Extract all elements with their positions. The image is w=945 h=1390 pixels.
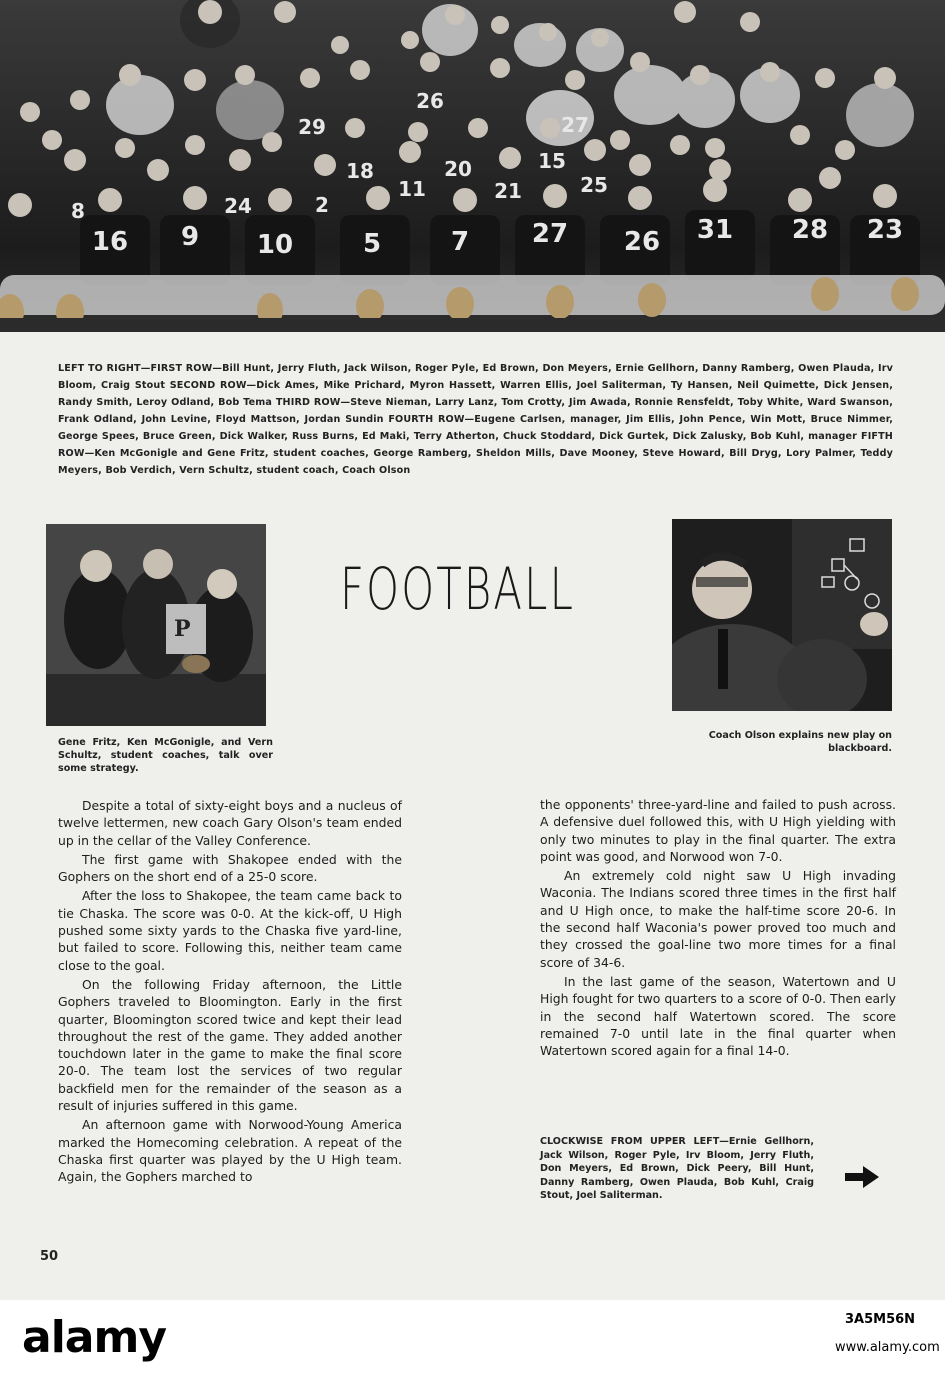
student-coaches-photo (46, 524, 266, 726)
article-left-column (58, 797, 402, 1188)
jersey-number: 9 (180, 222, 200, 252)
jersey-number: 24 (224, 194, 252, 218)
jersey-number: 7 (450, 227, 470, 257)
coach-caption: Coach Olson explains new play on blackboard. (708, 730, 892, 754)
student-coaches-caption: Gene Fritz, Ken McGonigle, and Vern Schultz, student coaches, talk over some strategy. (58, 737, 273, 774)
paragraph: The first game with Shakopee ended with the Gophers on the short end of a 25-0 score. (58, 851, 402, 885)
jersey-number: 28 (791, 215, 829, 245)
coach-photo-illustration (672, 519, 892, 711)
jersey-number: 26 (416, 89, 444, 113)
jersey-number: 20 (444, 157, 472, 181)
team-photo (0, 0, 945, 332)
student-coaches-photo-illustration (46, 524, 266, 726)
page-title: FOOTBALL (340, 555, 576, 623)
jersey-number: 8 (71, 199, 85, 223)
article-right-column (540, 796, 896, 1061)
image-id: 3A5M56N (845, 1312, 916, 1327)
watermark-footer (0, 1300, 945, 1390)
paragraph: Despite a total of sixty-eight boys and a nucleus of twelve lettermen, new coach Gary Olson's team ended up in the cellar of the Valley Conference. (58, 798, 402, 848)
jersey-number: 10 (256, 230, 294, 260)
paragraph: In the last game of the season, Watertown and U High fought for two quarters to a score of 0-0. Then early in the second half Watertown scored. The score remained 7-0 until late in the final quarter when Watertown scored again for a final 14-0. (540, 973, 896, 1059)
alamy-logo: alamy (22, 1312, 166, 1363)
jersey-number: 27 (561, 113, 589, 137)
jersey-number: 15 (538, 149, 566, 173)
jersey-number: 31 (696, 215, 734, 245)
team-photo-illustration (0, 0, 945, 332)
jersey-number: 25 (580, 173, 608, 197)
roster-caption: LEFT TO RIGHT—FIRST ROW—Bill Hunt, Jerry Fluth, Jack Wilson, Roger Pyle, Ed Brown, Don Meyers, Ernie Gellhorn, Danny Ramberg, Owen Plauda, Irv Bloom, Craig Stout SECOND ROW—Dick Ames, Mike Prichard, Myron Hassett, Warren Ellis, Joel Saliterman, Ty Hansen, Neil Quimette, Dick Jensen, Randy Smith, Leroy Odland, Bob Tema THIRD ROW—Steve Nieman, Larry Lanz, Tom Crotty, Jim Awada, Ronnie Rensfeldt, Toby White, Ward Swanson, Frank Odland, John Levine, Floyd Mattson, Jordan Sundin FOURTH ROW—Eugene Carlsen, manager, Jim Ellis, John Pence, Win Mott, Bruce Nimmer, George Spees, Bruce Green, Dick Walker, Russ Burns, Ed Maki, Terry Atherton, Chuck Stoddard, Dick Gurtek, Dick Zalusky, Bob Kuhl, manager FIFTH ROW—Ken McGonigle and Gene Fritz, student coaches, George Ramberg, Sheldon Mills, Dave Mooney, Steve Howard, Bill Dryg, Lory Palmer, Teddy Meyers, Bob Verdich, Vern Schultz, student coach, Coach Olson (58, 363, 893, 476)
jersey-number: 26 (623, 227, 661, 257)
paragraph: After the loss to Shakopee, the team came back to tie Chaska. The score was 0-0. At the kick-off, U High pushed some sixty yards to the Chaska five yard-line, but failed to score. Following this, neither team came close to the goal. (58, 888, 402, 973)
jersey-number: 11 (398, 177, 426, 201)
jersey-number: 16 (91, 227, 129, 257)
paragraph: An afternoon game with Norwood-Young America marked the Homecoming celebration. A repeat of the Chaska first quarter was played by the U High team. Again, the Gophers marched to (58, 1117, 402, 1185)
jersey-number: 27 (531, 219, 569, 249)
page-number: 50 (40, 1249, 59, 1264)
coach-photo (672, 519, 892, 711)
jersey-number: 2 (315, 193, 329, 217)
paragraph: the opponents' three-yard-line and failed to push across. A defensive duel followed this, with U High yielding with only two minutes to play in the final quarter. The extra point was good, and Norwood won 7-0. (540, 797, 896, 864)
paragraph: An extremely cold night saw U High invading Waconia. The Indians scored three times in the first half and U High once, to make the half-time score 20-6. In the second half Waconia's power proved too much and they crossed the goal-line two more times for a final score of 34-6. (540, 868, 896, 970)
arrow-right-icon (845, 1166, 879, 1188)
svg-text:P: P (174, 616, 191, 642)
jersey-number: 23 (866, 215, 904, 245)
paragraph: On the following Friday afternoon, the Little Gophers traveled to Bloomington. Early in the first quarter, Bloomington scored twice and kept their lead throughout the rest of the game. They added another touchdown later in the game to make the final score 20-0. The team lost the services of two regular backfield men for the remainder of the season as a result of injuries suffered in this game. (58, 976, 402, 1114)
footer-url: www.alamy.com (835, 1340, 940, 1355)
jersey-number: 5 (362, 229, 382, 259)
jersey-number: 21 (494, 179, 522, 203)
clockwise-caption: CLOCKWISE FROM UPPER LEFT—Ernie Gellhorn, Jack Wilson, Roger Pyle, Irv Bloom, Jerry Fluth, Don Meyers, Ed Brown, Dick Peery, Bill Hunt, Danny Ramberg, Owen Plauda, Bob Kuhl, Craig Stout, Joel Saliterman. (540, 1136, 814, 1201)
jersey-number: 18 (346, 159, 374, 183)
jersey-number: 29 (298, 115, 326, 139)
